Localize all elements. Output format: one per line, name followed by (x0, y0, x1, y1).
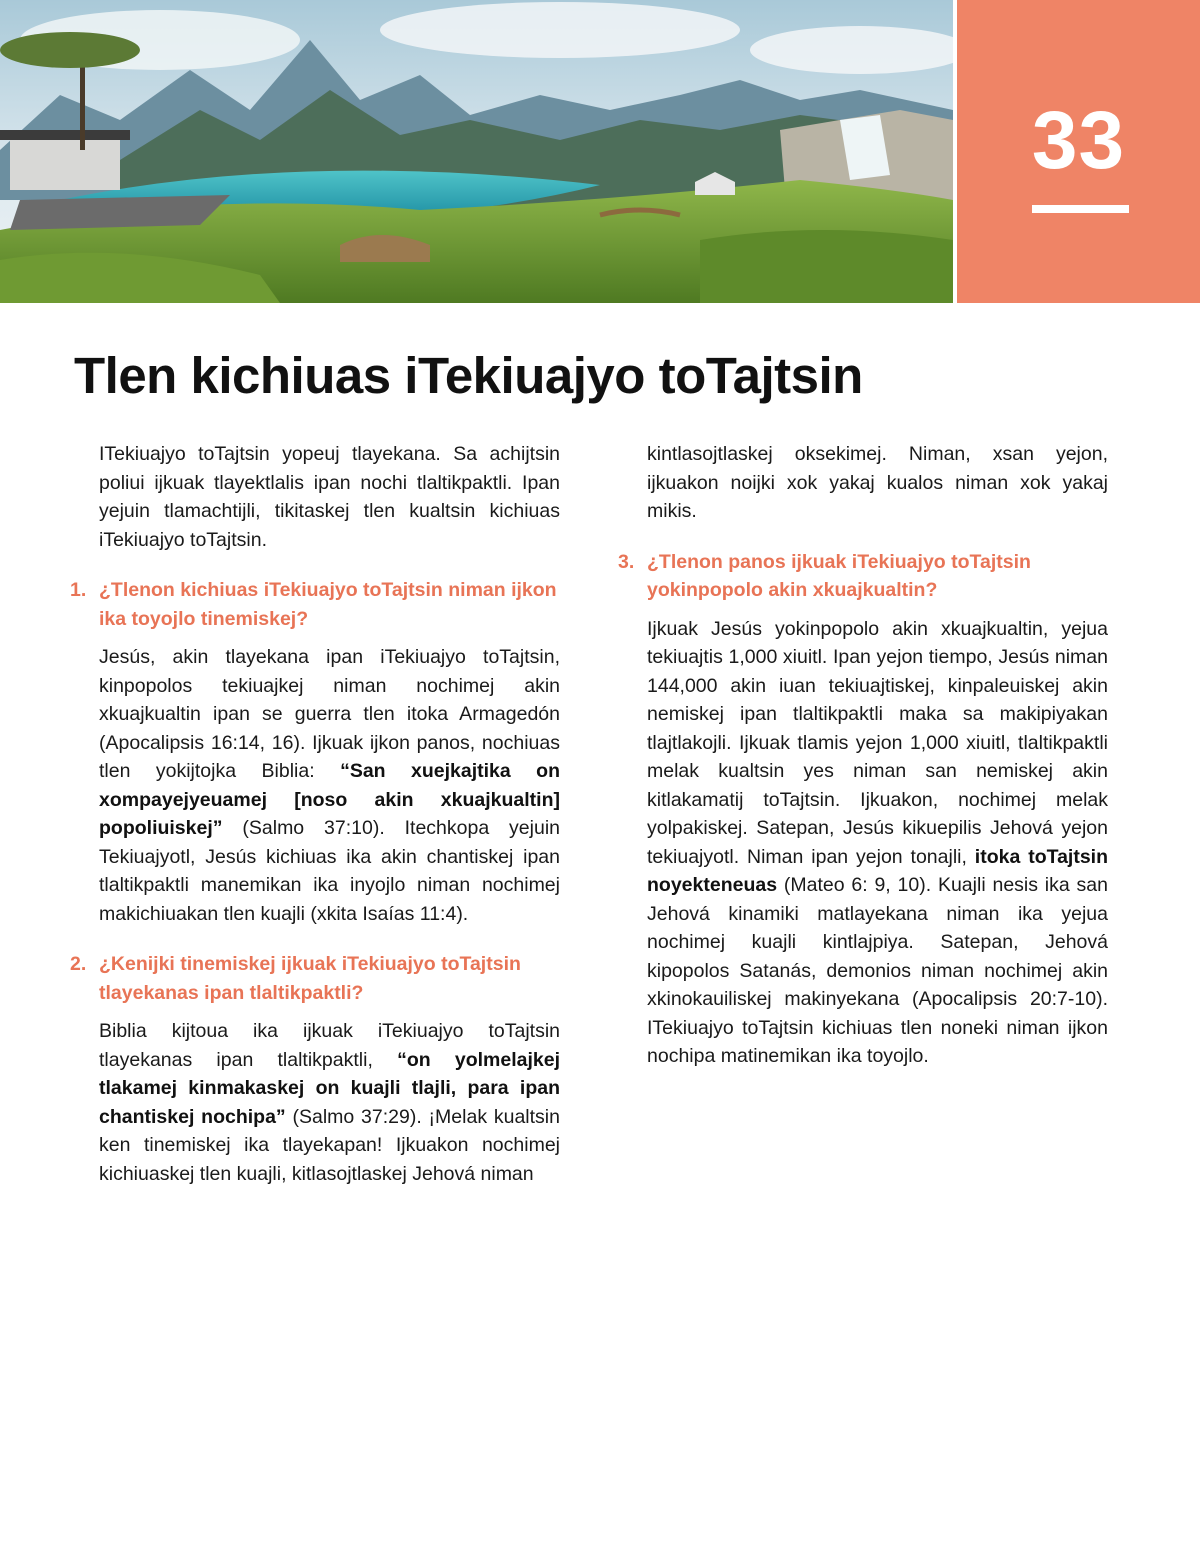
intro-paragraph: ITekiuajyo toTajtsin yopeuj tlayekana. Sa achijtsin poliui ijkuak tlayektlalis ipan nochi tlaltikpaktli. Ipan yejuin tlamachtijli, tikitaskej tlen kualtsin kichiuas iTekiuajyo toTajtsin. (99, 443, 560, 551)
lesson-number: 33 (1031, 95, 1126, 186)
answer-text: (Salmo 37:29). ¡Melak kualtsin ken tinemiskej ika tlayekapan! Ijkuakon nochimej kichiuaskej tlen kuajli, kitlasojtlaskej Jehová niman (99, 1105, 560, 1185)
answer-text: (Salmo 37:10). Itechkopa yejuin Tekiuajyotl, Jesús kichiuas ika akin chantiskej ipan tlaltikpaktli manemikan ika inyojlo niman nochimej makichiuakan tlen kuajli (xkita Isaías 11:4). (99, 817, 560, 925)
scripture-quote: “San xuejkajtika on xompayejyeuamej [noso akin xkuajkualtin] popoliuiskej” (99, 760, 560, 839)
page-title: Tlen kichiuas iTekiuajyo toTajtsin (74, 347, 863, 404)
answer-text: Ijkuak Jesús yokinpopolo akin xkuajkualtin, yejua tekiuajtis 1,000 xiuitl. Ipan yejon tiempo, Jesús niman 144,000 akin iuan tekiuajtiskej, kinpaleuiskej akin nemiskej ipan tlaltikpaktli maka sa makipiyakan tlajtlakojli. Ijkuak tlamis yejon 1,000 xiuitl, tlaltikpaktli melak kualtsin yes niman san nemiskej akin kitlakamatij toTajtsin. Ijkuakon, nochimej melak yolpakiskej. Satepan, Jesús kikuepilis Jehová yejon tekiuajyotl. Niman ipan yejon tonajli, (647, 617, 1108, 868)
answer-paragraph-2-continued: kintlasojtlaskej oksekimej. Niman, xsan yejon, ijkuakon noijki xok yakaj kualos niman xok yakaj mikis. (647, 443, 1108, 522)
hero-landscape-image (0, 0, 953, 303)
question-number: 1. (70, 579, 87, 601)
answer-paragraph-2 (99, 1017, 560, 1188)
answer-text: (Mateo 6: 9, 10). Kuajli nesis ika san Jehová kinamiki matlayekana niman ika yejua nochimej kuajli kintlajpiya. Satepan, Jehová kipopolos Satanás, demonios niman nochimej akin xkinokauiliskej makinyekana (Apocalipsis 20:7-10). ITekiuajyo toTajtsin kichiuas tlen noneki niman ijkon nochipa matinemikan ika toyojlo. (647, 874, 1108, 1067)
question-1 (70, 576, 560, 633)
question-3 (618, 548, 1108, 605)
scripture-quote: “on yolmelajkej tlakamej kinmakaskej on kuajli tlajli, para ipan chantiskej nochipa” (99, 1048, 560, 1128)
lesson-number-badge (957, 0, 1200, 303)
question-text: ¿Tlenon kichiuas iTekiuajyo toTajtsin niman ijkon ika toyojlo tinemiskej? (99, 579, 557, 630)
answer-text: Biblia kijtoua ika ijkuak iTekiuajyo toTajtsin tlayekanas ipan tlaltikpaktli, (99, 1020, 560, 1071)
question-2 (70, 950, 560, 1007)
question-text: ¿Tlenon panos ijkuak iTekiuajyo toTajtsin yokinpopolo akin xkuajkualtin? (647, 550, 1031, 601)
badge-underline (1032, 205, 1129, 213)
question-number: 3. (618, 550, 635, 573)
emphasis-phrase: itoka toTajtsin noyekteneuas (647, 845, 1109, 896)
answer-text: Jesús, akin tlayekana ipan iTekiuajyo toTajtsin, kinpopolos tekiuajkej niman nochimej akin xkuajkualtin ipan se guerra tlen itoka Armagedón (Apocalipsis 16:14, 16). Ijkuak ijkon panos, nochiuas tlen yokijtojka Biblia: (99, 646, 560, 782)
answer-paragraph-1 (99, 643, 560, 928)
right-column (618, 440, 1108, 1071)
answer-paragraph-3 (647, 615, 1108, 1071)
question-number: 2. (70, 953, 87, 975)
left-column (70, 440, 560, 1188)
question-text: ¿Kenijki tinemiskej ijkuak iTekiuajyo toTajtsin tlayekanas ipan tlaltikpaktli? (99, 953, 521, 1004)
